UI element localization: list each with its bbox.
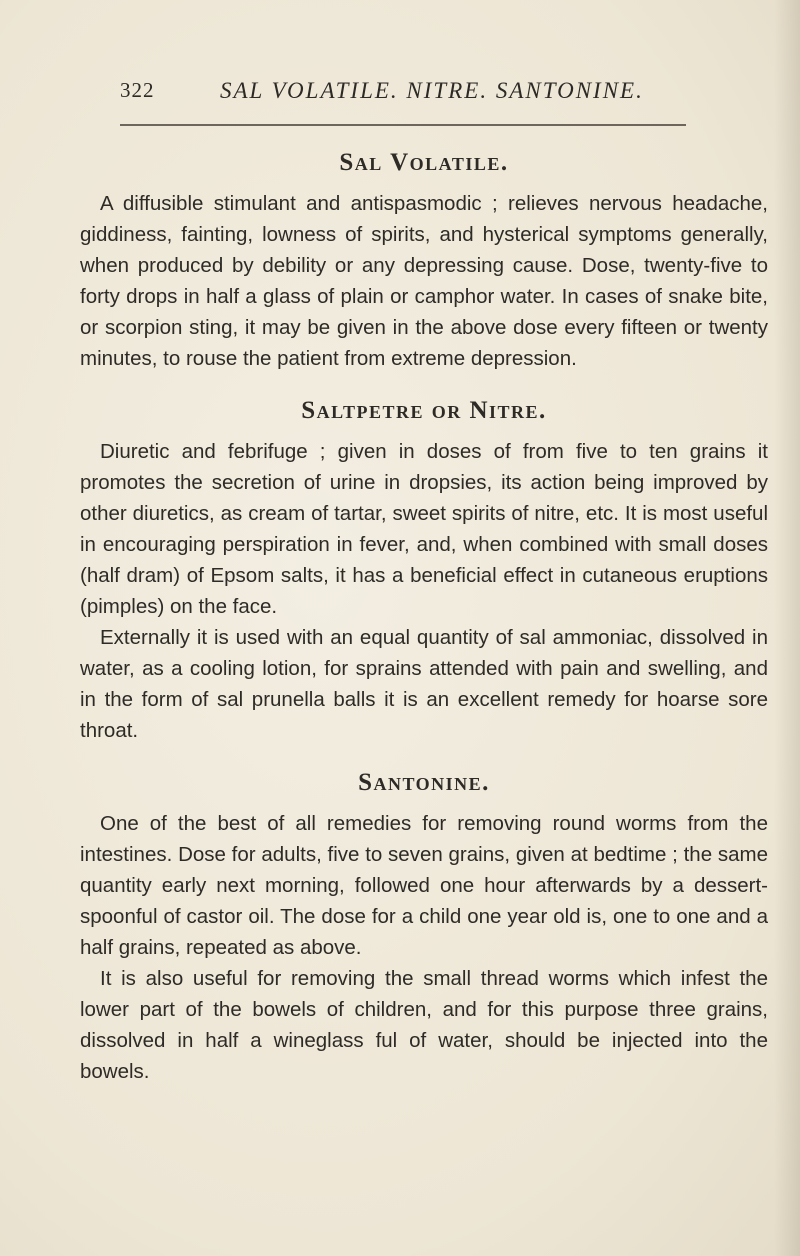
section-heading-santonine: Santonine. [358, 769, 490, 796]
paragraph: A diffusible stimulant and antispasmodic ; relieves nervous headache, giddiness, fainting, lowness of spirits, and hysterical symptoms generally, when produced by debility or any depressing cause. Dose, twenty-five to forty drops in half a glass of plain or camphor water. In cases of snake bite, or scorpion sting, it may be given in the above dose every fifteen or twenty minutes, to rouse the patient from extreme depression. [80, 192, 768, 370]
paragraph: One of the best of all remedies for removing round worms from the intestines. Dose for adults, five to seven grains, given at bedtime ; the same quantity early next morning, followed one hour afterwards by a dessert-spoonful of castor oil. The dose for a child one year old is, one to one and a half grains, repeated as above. [80, 812, 768, 959]
page-content [80, 142, 768, 1087]
paragraph: Externally it is used with an equal quantity of sal ammoniac, dissolved in water, as a cooling lotion, for sprains attended with pain and swelling, and in the form of sal prunella balls it is an excellent remedy for hoarse sore throat. [80, 626, 768, 742]
paragraph: It is also useful for removing the small thread worms which infest the lower part of the bowels of children, and for this purpose three grains, dissolved in half a wineglass ful of water, should be injected into the bowels. [80, 967, 768, 1083]
section-heading-sal-volatile: Sal Volatile. [339, 149, 509, 176]
page-edge-shadow [774, 0, 800, 1256]
running-title: SAL VOLATILE. NITRE. SANTONINE. [220, 78, 644, 103]
header-rule [120, 124, 686, 126]
paragraph: Diuretic and febrifuge ; given in doses of from five to ten grains it promotes the secretion of urine in dropsies, its action being improved by other diuretics, as cream of tartar, sweet spirits of nitre, etc. It is most useful in encouraging perspiration in fever, and, when combined with small doses (half dram) of Epsom salts, it has a beneficial effect in cutaneous eruptions (pimples) on the face. [80, 440, 768, 618]
running-head [120, 78, 680, 112]
section-heading-saltpetre: Saltpetre or Nitre. [301, 397, 547, 424]
page-number: 322 [120, 78, 155, 102]
